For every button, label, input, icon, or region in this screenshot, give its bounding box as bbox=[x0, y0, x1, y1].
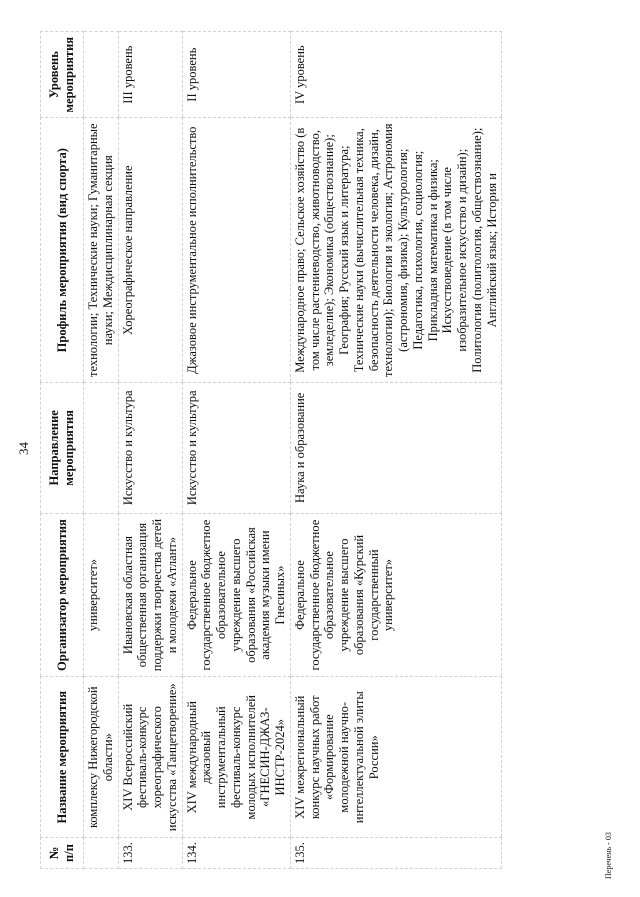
table-row bbox=[290, 32, 502, 869]
row-name: XIV международный джазовый инструментальный фестиваль-конкурс молодых исполнителей «ГНЕСИН-ДЖАЗ-ИНСТР-2024» bbox=[182, 677, 290, 838]
row-level: II уровень bbox=[182, 32, 290, 118]
row-direction: Искусство и культура bbox=[182, 383, 290, 514]
header-level: Уровень мероприятия bbox=[41, 32, 84, 118]
row-no: 134. bbox=[182, 838, 290, 869]
cont-no bbox=[84, 838, 119, 869]
row-direction: Искусство и культура bbox=[118, 383, 182, 514]
footer-text: Перечень - 03 bbox=[604, 832, 613, 879]
row-profile: Хореографическое направление bbox=[118, 118, 182, 383]
row-direction: Наука и образование bbox=[290, 383, 502, 514]
events-table bbox=[40, 31, 502, 869]
cont-profile: технологии; Технические науки; Гуманитарные науки; Междисциплинарная секция bbox=[84, 118, 119, 383]
row-organizer: Федеральное государственное бюджетное образовательное учреждение высшего образования «Курский государственный университет» bbox=[290, 513, 502, 677]
row-level: IV уровень bbox=[290, 32, 502, 118]
continuation-row bbox=[84, 32, 119, 869]
row-no: 133. bbox=[118, 838, 182, 869]
row-no: 135. bbox=[290, 838, 502, 869]
row-profile: Джазовое инструментальное исполнительство bbox=[182, 118, 290, 383]
header-organizer: Организатор мероприятия bbox=[41, 513, 84, 677]
page-number: 34 bbox=[16, 442, 31, 455]
table-row bbox=[182, 32, 290, 869]
row-organizer: Ивановская областная общественная организация поддержки творчества детей и молодежи «Атлант» bbox=[118, 513, 182, 677]
table-row bbox=[118, 32, 182, 869]
row-name: XIV межрегиональный конкурс научных работ «Формирование молодежной научно-интеллектуальной элиты России» bbox=[290, 677, 502, 838]
table-header-row bbox=[41, 32, 84, 869]
row-organizer: Федеральное государственное бюджетное образовательное учреждение высшего образования «Российская академия музыки имени Гнесиных» bbox=[182, 513, 290, 677]
header-direction: Направление мероприятия bbox=[41, 383, 84, 514]
cont-organizer: университет» bbox=[84, 513, 119, 677]
row-name: XIV Всероссийский фестиваль-конкурс хореографического искусства «Танцетворение» bbox=[118, 677, 182, 838]
cont-level bbox=[84, 32, 119, 118]
header-profile: Профиль мероприятия (вид спорта) bbox=[41, 118, 84, 383]
row-profile: Международное право; Сельское хозяйство (в том числе растениеводство, животноводство, земледелие); Экономика (обществознание); География; Русский язык и литература; Технические науки (вычислительная техника, безопасность деятельности человека, дизайн, технологии); Биология и экология; Астрономия (астрономия, физика); Культурология; Педагогика, психология, социология; Прикладная математика и физика; Искусствоведение (в том числе изобразительное искусство и дизайн); Политология (политология, обществознание); Английский язык; История и bbox=[290, 118, 502, 383]
cont-name: комплексу Нижегородской области» bbox=[84, 677, 119, 838]
header-no: № п/п bbox=[41, 838, 84, 869]
header-name: Название мероприятия bbox=[41, 677, 84, 838]
row-level: III уровень bbox=[118, 32, 182, 118]
cont-direction bbox=[84, 383, 119, 514]
